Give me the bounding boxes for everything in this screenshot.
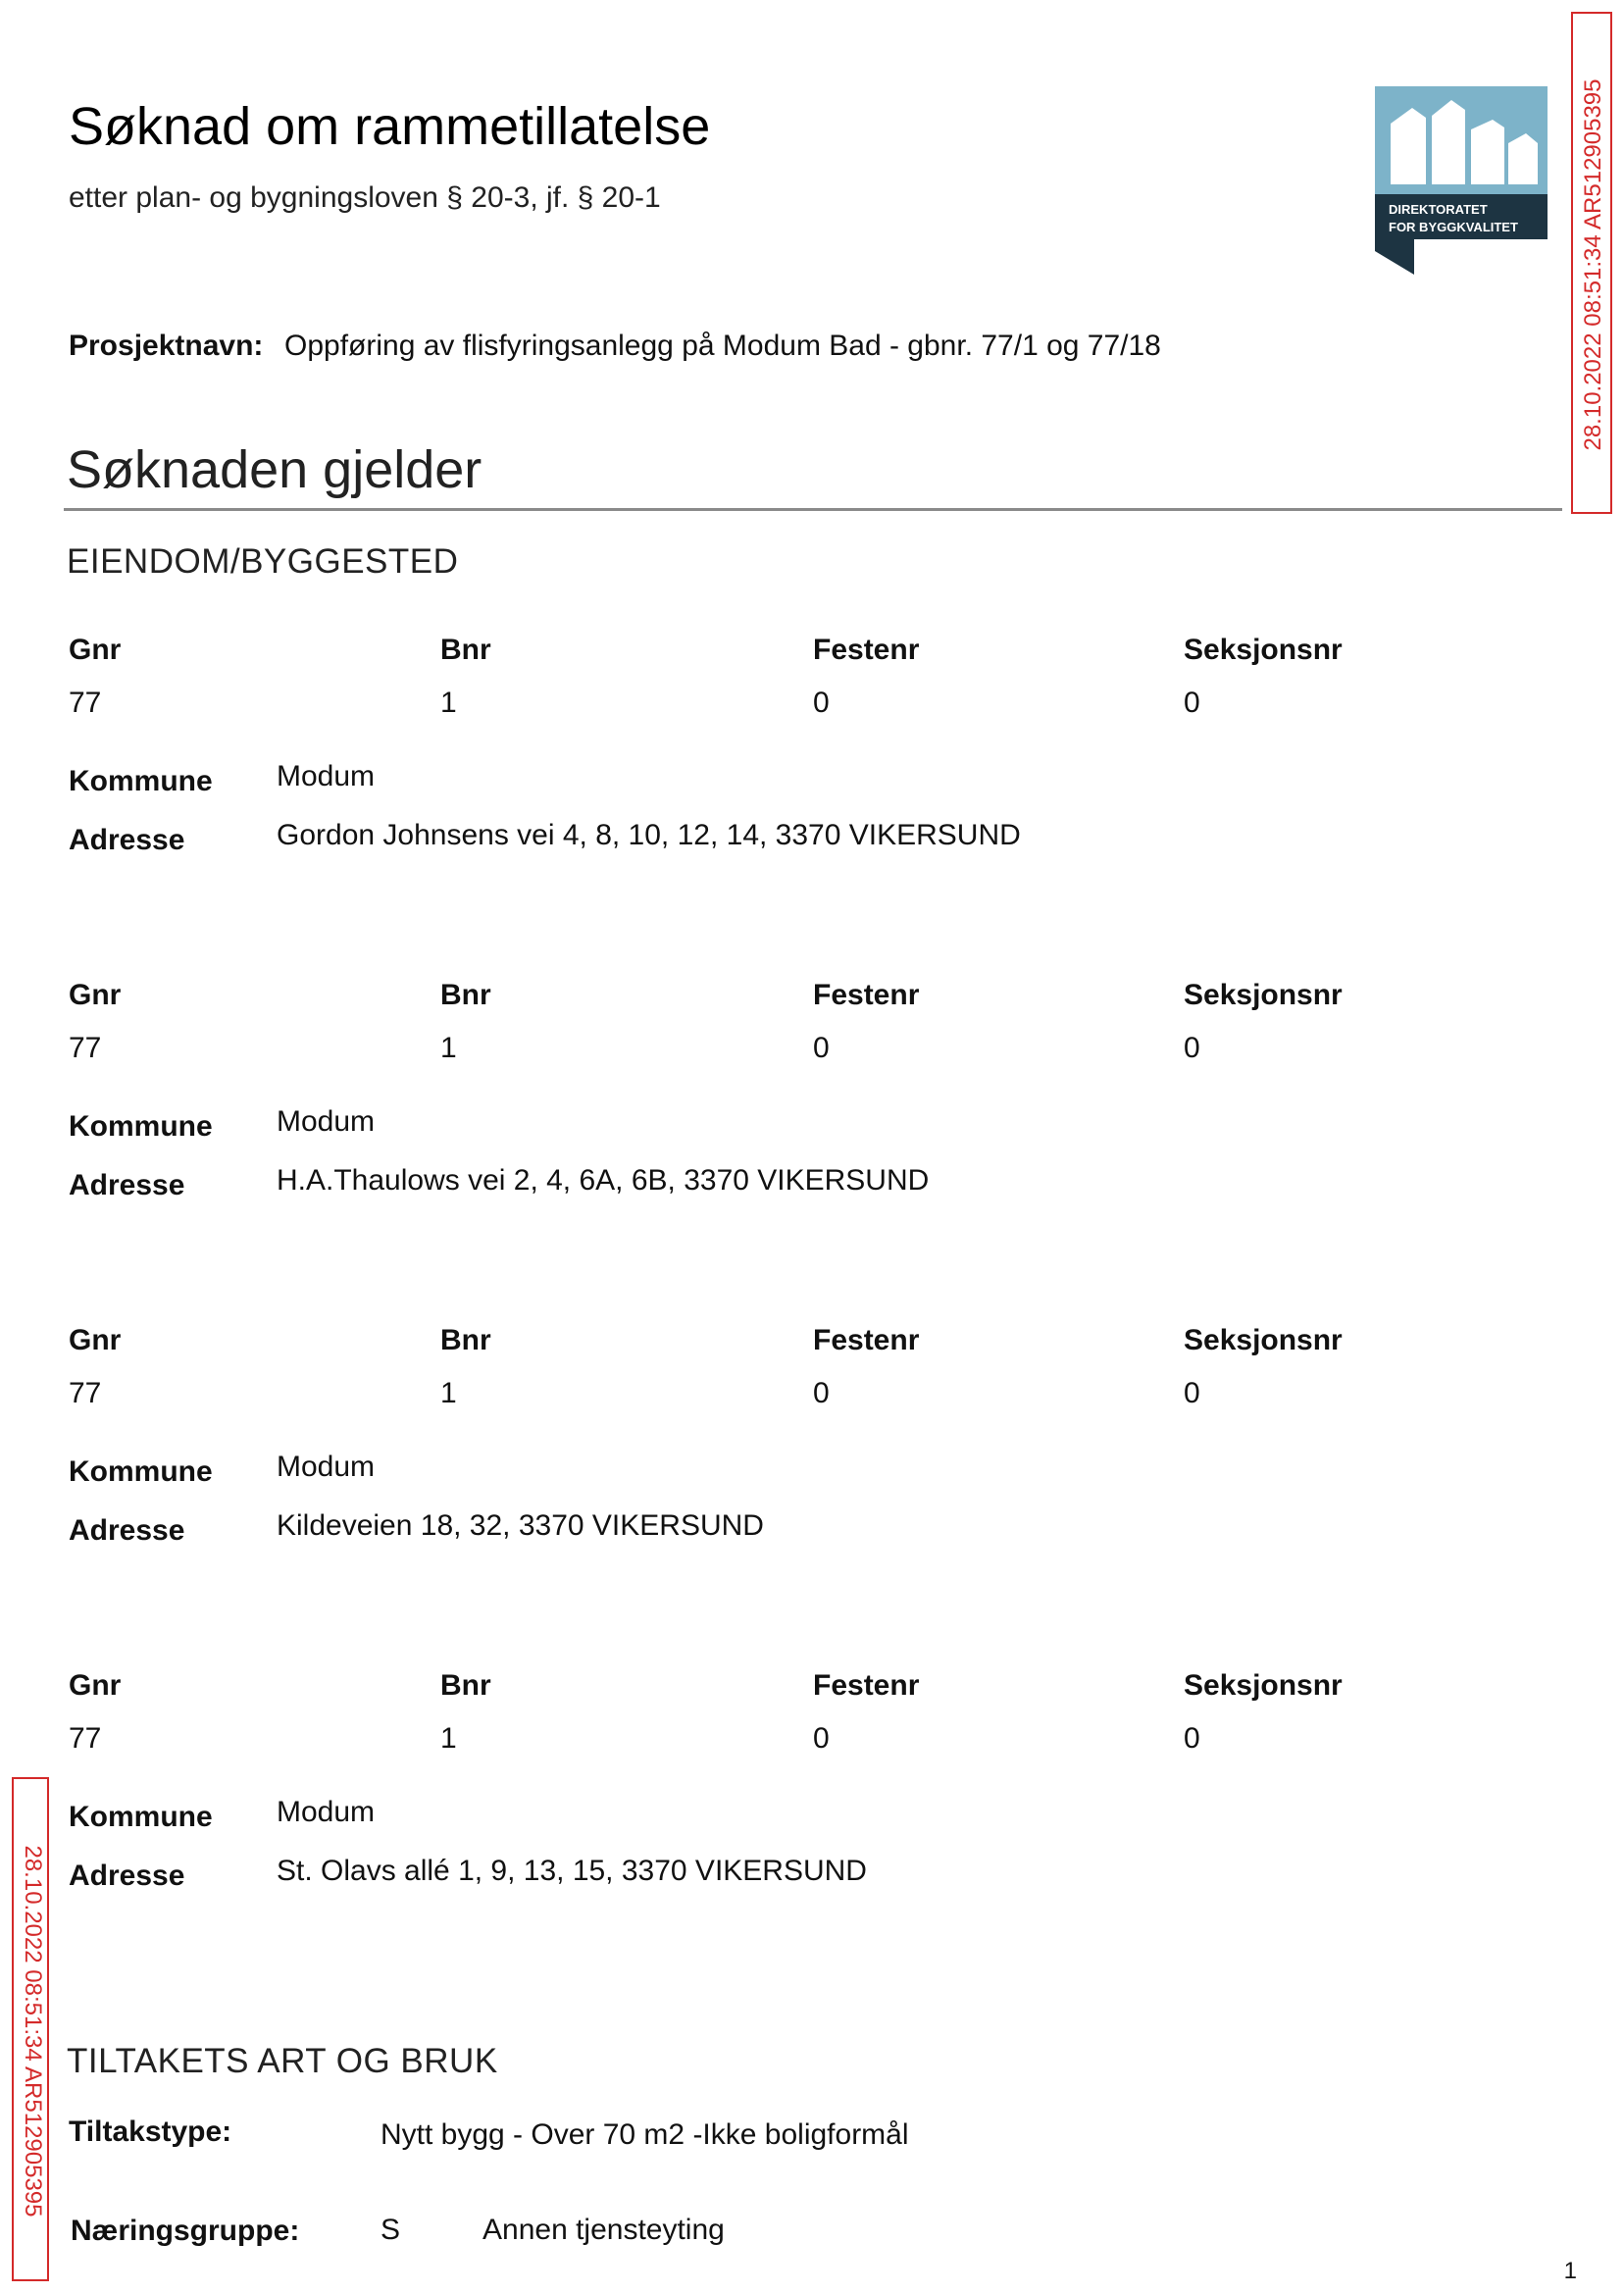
naeringsgruppe-label: Næringsgruppe:	[71, 2215, 300, 2247]
seksjonsnr-label: Seksjonsnr	[1184, 1669, 1343, 1702]
bnr-label: Bnr	[440, 1669, 491, 1702]
festenr-value: 0	[813, 1722, 830, 1755]
section-divider	[64, 508, 1562, 511]
adresse-label: Adresse	[69, 1514, 185, 1547]
kommune-value: Modum	[277, 1105, 376, 1138]
gnr-value: 77	[69, 1377, 102, 1409]
festenr-label: Festenr	[813, 979, 920, 1011]
received-stamp-top	[1571, 12, 1612, 514]
seksjonsnr-value: 0	[1184, 687, 1200, 719]
kommune-value: Modum	[277, 1796, 376, 1828]
bnr-value: 1	[440, 1377, 457, 1409]
gnr-value: 77	[69, 687, 102, 719]
kommune-label: Kommune	[69, 765, 213, 797]
project-name-label: Prosjektnavn:	[69, 330, 264, 362]
festenr-label: Festenr	[813, 1324, 920, 1356]
naeringsgruppe-code: S	[381, 2214, 401, 2246]
adresse-value: H.A.Thaulows vei 2, 4, 6A, 6B, 3370 VIKERSUND	[277, 1164, 930, 1197]
logo-text-line2: FOR BYGGKVALITET	[1389, 220, 1518, 234]
gnr-label: Gnr	[69, 979, 122, 1011]
bnr-value: 1	[440, 1032, 457, 1064]
bnr-label: Bnr	[440, 979, 491, 1011]
seksjonsnr-value: 0	[1184, 1377, 1200, 1409]
gnr-label: Gnr	[69, 634, 122, 666]
adresse-value: Kildeveien 18, 32, 3370 VIKERSUND	[277, 1509, 764, 1542]
bnr-label: Bnr	[440, 634, 491, 666]
seksjonsnr-label: Seksjonsnr	[1184, 979, 1343, 1011]
received-stamp-top-text: 28.10.2022 08:51:34 AR512905395	[1580, 78, 1606, 451]
adresse-label: Adresse	[69, 824, 185, 856]
festenr-label: Festenr	[813, 1669, 920, 1702]
dibk-logo	[1375, 86, 1548, 275]
dibk-logo-icon	[1375, 86, 1548, 275]
gnr-label: Gnr	[69, 1669, 122, 1702]
adresse-label: Adresse	[69, 1169, 185, 1201]
festenr-label: Festenr	[813, 634, 920, 666]
tiltakstype-label: Tiltakstype:	[69, 2116, 232, 2148]
seksjonsnr-value: 0	[1184, 1032, 1200, 1064]
tiltakstype-value: Nytt bygg - Over 70 m2 -Ikke boligformål	[381, 2118, 909, 2151]
bnr-label: Bnr	[440, 1324, 491, 1356]
logo-text-line1: DIREKTORATET	[1389, 202, 1488, 217]
kommune-label: Kommune	[69, 1801, 213, 1833]
festenr-value: 0	[813, 1032, 830, 1064]
bnr-value: 1	[440, 687, 457, 719]
kommune-label: Kommune	[69, 1110, 213, 1143]
section-title: Søknaden gjelder	[67, 440, 482, 499]
project-name-value: Oppføring av flisfyringsanlegg på Modum Bad - gbnr. 77/1 og 77/18	[284, 330, 1161, 362]
gnr-label: Gnr	[69, 1324, 122, 1356]
received-stamp-side-text: 28.10.2022 08:51:34 AR512905395	[20, 1845, 46, 2218]
kommune-label: Kommune	[69, 1455, 213, 1488]
document-title: Søknad om rammetillatelse	[69, 97, 711, 156]
seksjonsnr-value: 0	[1184, 1722, 1200, 1755]
seksjonsnr-label: Seksjonsnr	[1184, 1324, 1343, 1356]
festenr-value: 0	[813, 687, 830, 719]
gnr-value: 77	[69, 1722, 102, 1755]
adresse-value: Gordon Johnsens vei 4, 8, 10, 12, 14, 3370 VIKERSUND	[277, 819, 1021, 851]
document-subtitle: etter plan- og bygningsloven § 20-3, jf. § 20-1	[69, 181, 661, 214]
naeringsgruppe-value: Annen tjensteyting	[482, 2214, 725, 2246]
kommune-value: Modum	[277, 760, 376, 792]
received-stamp-side	[12, 1777, 49, 2281]
seksjonsnr-label: Seksjonsnr	[1184, 634, 1343, 666]
festenr-value: 0	[813, 1377, 830, 1409]
bnr-value: 1	[440, 1722, 457, 1755]
kommune-value: Modum	[277, 1451, 376, 1483]
adresse-label: Adresse	[69, 1860, 185, 1892]
tiltak-heading: TILTAKETS ART OG BRUK	[67, 2042, 498, 2080]
adresse-value: St. Olavs allé 1, 9, 13, 15, 3370 VIKERSUND	[277, 1855, 867, 1887]
page-number: 1	[1563, 2258, 1577, 2284]
property-heading: EIENDOM/BYGGESTED	[67, 542, 459, 581]
gnr-value: 77	[69, 1032, 102, 1064]
